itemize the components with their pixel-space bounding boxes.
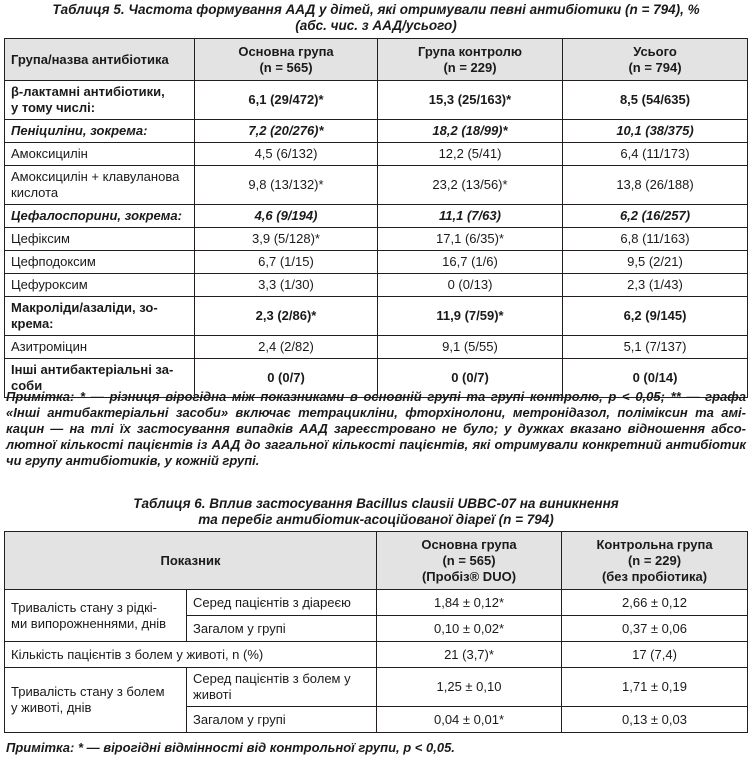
cell-main: 4,6 (9/194) [195,205,378,228]
row-group-label-line2: ми випорожненнями, днів [11,615,167,631]
row-label [5,120,195,143]
header-control-label: Група контролю [418,43,522,59]
row-label [5,251,195,274]
table-row [5,251,748,274]
cell-main: 3,9 (5/128)* [195,228,378,251]
row-group-label-line1: Тривалість стану з рідкі- [11,599,158,615]
header-main-n: (n = 565) [259,59,313,75]
note-line: лютної кількості пацієнтів із ААД до загальної кількості пацієнтів, які отримували конкретний антибіотик [6,437,746,452]
cell-control: 11,1 (7/63) [378,205,563,228]
cell-main: 1,84 ± 0,12* [377,590,562,616]
table6-caption-line2: та перебіг антибіотик-асоційованої діареї (n = 794) [198,512,554,527]
row-label [5,205,195,228]
cell-control: 2,66 ± 0,12 [562,590,748,616]
cell-control: 17 (7,4) [562,642,748,668]
cell-main: 2,4 (2/82) [195,336,378,359]
cell-total: 6,4 (11/173) [563,143,748,166]
cell-control: 0 (0/13) [378,274,563,297]
row-label-line1: β-лактамні антибіотики, [11,84,165,99]
cell-total: 2,3 (1/43) [563,274,748,297]
cell-total: 13,8 (26/188) [563,166,748,205]
table5-caption-line1: Таблиця 5. Частота формування ААД у дітей, які отримували певні антибіотики (n = 794), % [52,2,700,17]
cell-main: 3,3 (1/30) [195,274,378,297]
cell-total: 6,2 (16/257) [563,205,748,228]
table-row [5,228,748,251]
row-sub-label: Загалом у групі [187,616,377,642]
row-label-line1: Цефалоспорини, зокрема: [11,208,182,223]
header-control-n: (n = 229) [443,59,497,75]
row-label-line2: у тому числі: [11,100,96,115]
cell-main: 0,04 ± 0,01* [377,707,562,733]
row-label-line2: соби [11,378,43,393]
note-line: Примітка: * — різниця вірогідна між показниками в основній групі та групі контролю, p < 0,05; ** — графа [6,389,746,404]
row-label-line1: Амоксицилін + клавуланова [11,169,180,184]
cell-control: 16,7 (1/6) [378,251,563,274]
cell-control: 12,2 (5/41) [378,143,563,166]
table-row [5,590,748,616]
cell-control: 0,13 ± 0,03 [562,707,748,733]
cell-main: 0,10 ± 0,02* [377,616,562,642]
row-label-line1: Інші антибактеріальні за- [11,362,174,377]
table5-caption [0,2,752,34]
table5-body [5,81,748,398]
table5-note [6,389,746,469]
table-row [5,166,748,205]
table-row [5,120,748,143]
header-main-group [377,532,562,590]
note-line: чи групу антибіотиків, у кожній групі. [6,453,260,468]
header-control-group-label: Контрольна група [596,536,713,552]
row-label [5,336,195,359]
header-total-label: Усього [633,43,677,59]
row-group-label-line2: у животі, днів [11,700,92,715]
row-label-line1: Цефподоксим [11,254,96,269]
header-main-group-label: Основна група [421,536,517,552]
row-label-line1: Цефіксим [11,231,70,246]
row-group-label [5,668,187,733]
table6-caption [0,496,752,528]
note-line: кацин — на тлі їх застосування випадків ААД зареєстровано не було; у дужках вказано відношення абсо- [6,421,746,436]
table5-header-row [5,39,748,81]
table-row [5,143,748,166]
cell-control: 23,2 (13/56)* [378,166,563,205]
header-main [195,39,378,81]
row-sub-label [187,668,377,707]
row-label-line1: Макроліди/азаліди, зо- [11,300,158,315]
cell-main: 2,3 (2/86)* [195,297,378,336]
table5 [4,38,748,398]
table6-header-row [5,532,748,590]
row-label [5,297,195,336]
cell-control: 11,9 (7/59)* [378,297,563,336]
row-label: Кількість пацієнтів з болем у животі, n (%) [5,642,377,668]
cell-main: 6,7 (1/15) [195,251,378,274]
table6 [4,531,748,733]
header-control [378,39,563,81]
cell-main: 4,5 (6/132) [195,143,378,166]
header-main-label: Основна група [238,43,334,59]
cell-main: 6,1 (29/472)* [195,81,378,120]
row-label [5,81,195,120]
cell-total: 6,2 (9/145) [563,297,748,336]
table-row [5,205,748,228]
table-row [5,81,748,120]
cell-total: 9,5 (2/21) [563,251,748,274]
header-indicator: Показник [5,532,377,590]
header-main-group-n: (n = 565) [442,552,496,568]
row-label [5,228,195,251]
row-label [5,143,195,166]
row-label-line1: Азитроміцин [11,339,88,354]
table6-note: Примітка: * — вірогідні відмінності від контрольної групи, p < 0,05. [6,740,455,755]
cell-control: 15,3 (25/163)* [378,81,563,120]
cell-control: 9,1 (5/55) [378,336,563,359]
cell-control: 0,37 ± 0,06 [562,616,748,642]
cell-control: 1,71 ± 0,19 [562,668,748,707]
row-label-line1: Амоксицилін [11,146,88,161]
header-total [563,39,748,81]
header-total-n: (n = 794) [628,59,682,75]
cell-main: 9,8 (13/132)* [195,166,378,205]
table-row [5,274,748,297]
cell-main: 7,2 (20/276)* [195,120,378,143]
table-row [5,642,748,668]
header-control-group-n: (n = 229) [627,552,682,568]
header-control-group [562,532,748,590]
cell-total: 0 (0/14) [563,359,748,398]
row-label-line1: Цефуроксим [11,277,88,292]
row-label-line1: Пеніциліни, зокрема: [11,123,148,138]
note-line: «Інші антибактеріальні засоби» включає тетрацикліни, фторхінолони, метронідазол, поліміксин та амі- [6,405,746,420]
table5-caption-line2: (абс. чис. з ААД/усього) [295,18,457,33]
row-label [5,166,195,205]
header-main-group-product: (Пробіз® DUO) [421,568,517,584]
cell-control: 0 (0/7) [378,359,563,398]
table6-caption-line1: Таблиця 6. Вплив застосування Bacillus clausii UBBC-07 на виникнення [133,496,619,511]
row-group-label [5,590,187,642]
header-group: Група/назва антибіотика [5,39,195,81]
table-row [5,336,748,359]
row-sub-label-line1: Серед пацієнтів з болем у [193,671,351,686]
cell-total: 5,1 (7/137) [563,336,748,359]
row-label-line2: кислота [11,185,59,200]
cell-main: 1,25 ± 0,10 [377,668,562,707]
cell-control: 18,2 (18/99)* [378,120,563,143]
row-group-label-line1: Тривалість стану з болем [11,684,165,699]
table-row [5,668,748,707]
cell-total: 8,5 (54/635) [563,81,748,120]
table-row [5,297,748,336]
row-label [5,274,195,297]
row-label-line2: крема: [11,316,54,331]
cell-total: 6,8 (11/163) [563,228,748,251]
row-sub-label: Серед пацієнтів з діареєю [187,590,377,616]
row-sub-label-line2: животі [193,687,232,702]
row-sub-label: Загалом у групі [187,707,377,733]
cell-main: 0 (0/7) [195,359,378,398]
cell-main: 21 (3,7)* [377,642,562,668]
header-control-group-note: (без пробіотика) [601,568,708,584]
cell-control: 17,1 (6/35)* [378,228,563,251]
cell-total: 10,1 (38/375) [563,120,748,143]
